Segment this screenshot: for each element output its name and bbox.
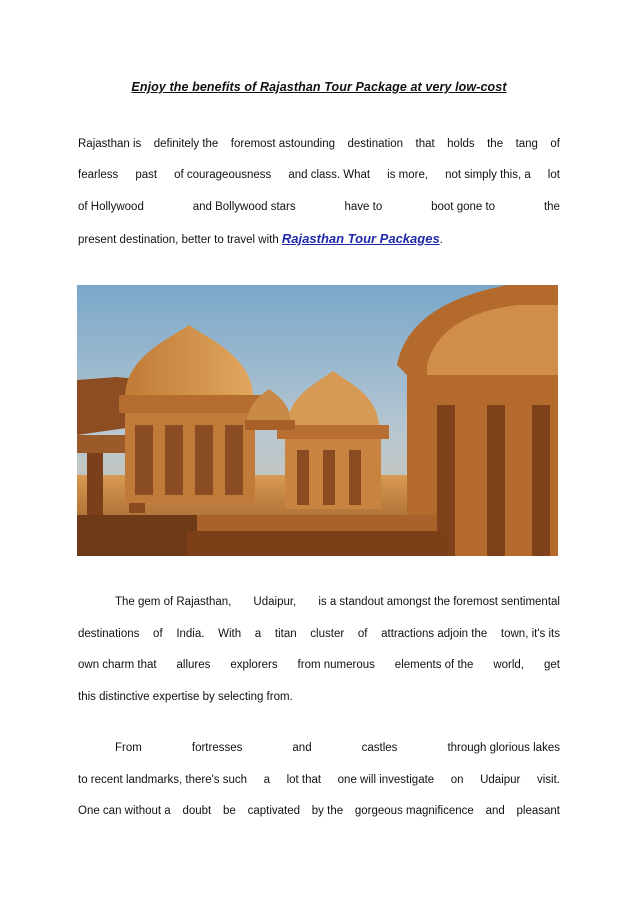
- word: tang: [515, 138, 538, 150]
- word: Udaipur: [480, 774, 521, 786]
- word: and: [292, 742, 312, 754]
- word: elements of the: [394, 659, 474, 671]
- paragraph-1-line-4: [78, 231, 560, 248]
- word: of courageousness: [174, 169, 272, 181]
- word: captivated: [247, 805, 301, 817]
- word: visit.: [536, 774, 560, 786]
- paragraph-3-line-3: [78, 803, 560, 819]
- word: that: [415, 138, 435, 150]
- word: past: [135, 169, 158, 181]
- word: the: [543, 201, 560, 213]
- line-text-prefix: present destination, better to travel with: [78, 234, 282, 246]
- word: of: [153, 628, 163, 640]
- paragraph-3-line-2: [78, 772, 560, 788]
- paragraph-2-line-4: this distinctive expertise by selecting from.: [78, 691, 293, 703]
- word: holds: [447, 138, 475, 150]
- word: of: [357, 628, 368, 640]
- word: and class. What: [288, 169, 371, 181]
- word: destinations: [78, 628, 140, 640]
- word: have to: [344, 201, 383, 213]
- word: destination: [347, 138, 404, 150]
- rajasthan-tour-packages-link[interactable]: Rajasthan Tour Packages: [281, 231, 440, 246]
- word: lot that: [286, 774, 322, 786]
- word: explorers: [230, 659, 278, 671]
- word: is a standout amongst the foremost sentimental: [318, 596, 560, 608]
- word: the: [487, 138, 504, 150]
- word: by the: [311, 805, 344, 817]
- word: through glorious lakes: [447, 742, 560, 754]
- word: cluster: [310, 628, 345, 640]
- word: doubt: [182, 805, 212, 817]
- word: Rajasthan is: [78, 138, 142, 150]
- word: One can without a: [78, 805, 171, 817]
- word: foremost astounding: [230, 138, 335, 150]
- word: Udaipur,: [253, 596, 297, 608]
- word: With: [218, 628, 242, 640]
- word: and: [485, 805, 505, 817]
- paragraph-2-line-1: [115, 594, 560, 610]
- word: not simply this, a: [445, 169, 531, 181]
- word: lot: [547, 169, 560, 181]
- word: fortresses: [191, 742, 243, 754]
- word: fearless: [78, 169, 119, 181]
- word: The gem of Rajasthan,: [115, 596, 232, 608]
- word: be: [223, 805, 236, 817]
- word: is more,: [387, 169, 429, 181]
- word: pleasant: [516, 805, 560, 817]
- paragraph-1-line-2: [78, 167, 560, 183]
- word: from numerous: [297, 659, 375, 671]
- word: world,: [493, 659, 525, 671]
- word: own charm that: [78, 659, 157, 671]
- paragraph-1-line-3: [78, 199, 560, 215]
- word: one will investigate: [337, 774, 435, 786]
- word: get: [543, 659, 560, 671]
- word: on: [450, 774, 464, 786]
- photo-illustration: [77, 285, 558, 556]
- paragraph-3-line-1: [115, 740, 560, 756]
- word: castles: [361, 742, 398, 754]
- word: a: [263, 774, 270, 786]
- word: definitely the: [153, 138, 219, 150]
- word: attractions adjoin the: [381, 628, 488, 640]
- document-title: Enjoy the benefits of Rajasthan Tour Package at very low-cost: [131, 80, 507, 94]
- paragraph-2-line-3: [78, 657, 560, 673]
- word: town, it's its: [500, 628, 560, 640]
- word: to recent landmarks, there's such: [78, 774, 248, 786]
- paragraph-2-line-2: [78, 626, 560, 642]
- word: From: [115, 742, 142, 754]
- word: gorgeous magnificence: [354, 805, 474, 817]
- paragraph-1-line-1: [78, 136, 560, 152]
- word: India.: [176, 628, 205, 640]
- line-text-suffix: .: [439, 234, 443, 246]
- word: and Bollywood stars: [192, 201, 296, 213]
- word: of: [550, 138, 560, 150]
- word: boot gone to: [431, 201, 496, 213]
- word: a: [254, 628, 262, 640]
- rajasthan-cenotaphs-image: [77, 285, 558, 556]
- word: of Hollywood: [78, 201, 144, 213]
- word: allures: [176, 659, 211, 671]
- word: titan: [274, 628, 297, 640]
